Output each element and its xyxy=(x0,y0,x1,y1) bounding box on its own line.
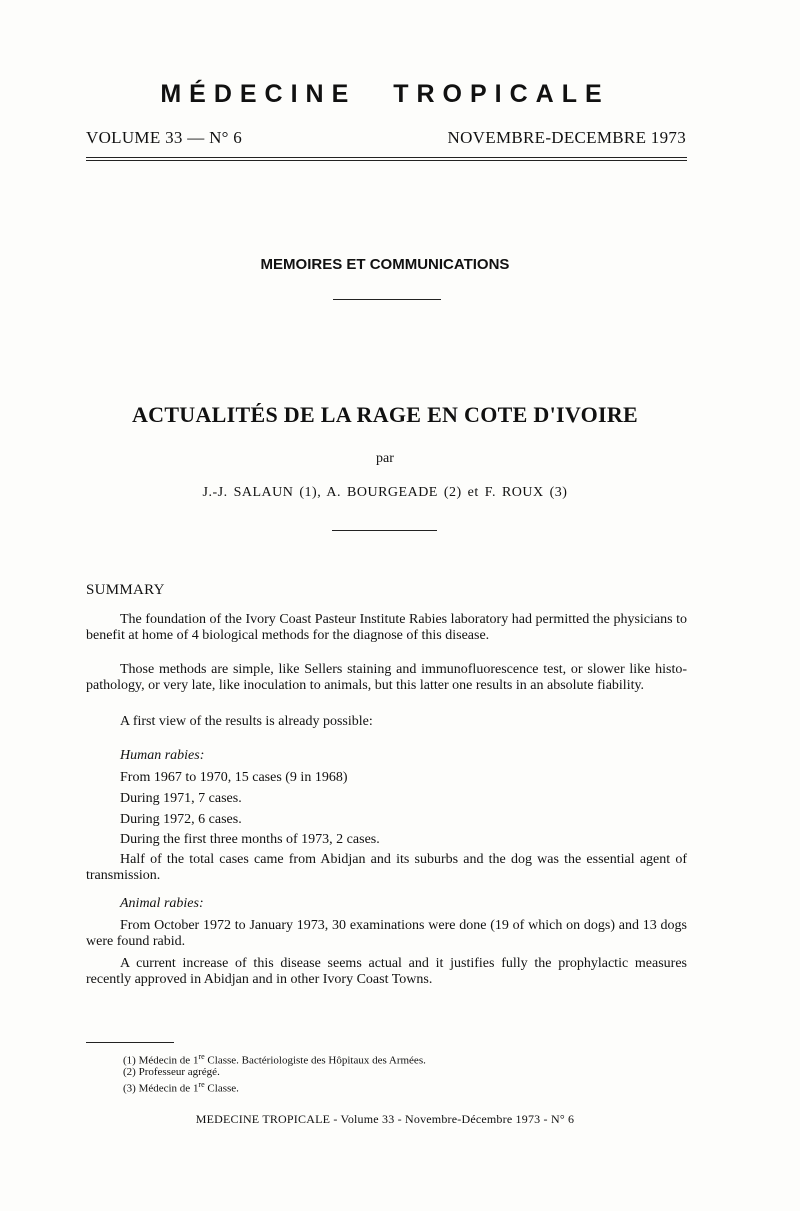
article-by: par xyxy=(376,451,394,466)
volume-number: VOLUME 33 — N° 6 xyxy=(86,128,243,147)
summary-paragraph-animal: From October 1972 to January 1973, 30 examinations were done (19 of which on dogs) and 13 dogs were found rabid. xyxy=(86,918,687,949)
summary-paragraph-half: Half of the total cases came from Abidjan and its suburbs and the dog was the essential agent of transmission. xyxy=(86,852,687,883)
footnote-1-sup: re xyxy=(198,1052,205,1061)
human-rabies-line: From 1967 to 1970, 15 cases (9 in 1968) xyxy=(120,770,348,785)
summary-paragraph-1: The foundation of the Ivory Coast Pasteur Institute Rabies laboratory had permitted the physicians to benefit at home of 4 biological methods for the diagnose of this disease. xyxy=(86,612,687,643)
summary-heading: SUMMARY xyxy=(86,582,165,598)
authors-divider xyxy=(332,530,437,531)
footnote-3-prefix: (3) Médecin de 1 xyxy=(123,1082,199,1095)
footnote-3-sup: re xyxy=(198,1080,205,1089)
footnote-1-suffix: Classe. Bactériologiste des Hôpitaux des Armées. xyxy=(204,1054,426,1067)
section-divider xyxy=(333,299,441,300)
human-rabies-line: During 1972, 6 cases. xyxy=(120,812,242,827)
article-title: ACTUALITÉS DE LA RAGE EN COTE D'IVOIRE xyxy=(131,402,639,427)
issue-date: NOVEMBRE-DECEMBRE 1973 xyxy=(447,128,686,147)
animal-rabies-heading: Animal rabies: xyxy=(120,896,204,911)
header-double-rule xyxy=(86,157,687,161)
footnote-3 xyxy=(123,1080,239,1095)
section-title: MEMOIRES ET COMMUNICATIONS xyxy=(260,256,510,273)
footnote-1 xyxy=(123,1052,426,1067)
article-authors: J.-J. SALAUN (1), A. BOURGEADE (2) et F. ROUX (3) xyxy=(202,485,568,500)
human-rabies-heading: Human rabies: xyxy=(120,748,205,763)
journal-title: MÉDECINE TROPICALE xyxy=(160,80,610,108)
human-rabies-line: During the first three months of 1973, 2 cases. xyxy=(120,832,380,847)
footnote-2: (2) Professeur agrégé. xyxy=(123,1066,220,1078)
human-rabies-line: During 1971, 7 cases. xyxy=(120,791,242,806)
footnote-rule xyxy=(86,1042,174,1043)
summary-paragraph-current: A current increase of this disease seems actual and it justifies fully the prophylactic measures recently approved in Abidjan and in other Ivory Coast Towns. xyxy=(86,956,687,987)
footnote-1-prefix: (1) Médecin de 1 xyxy=(123,1054,199,1067)
page-footer: MEDECINE TROPICALE - Volume 33 - Novembre-Décembre 1973 - N° 6 xyxy=(195,1112,575,1126)
footnote-3-suffix: Classe. xyxy=(204,1082,239,1095)
summary-paragraph-2: Those methods are simple, like Sellers staining and immunofluorescence test, or slower like histo-pathology, or very late, like inoculation to animals, but this latter one results in an absolute fiability. xyxy=(86,662,687,693)
summary-paragraph-3: A first view of the results is already possible: xyxy=(120,714,373,729)
